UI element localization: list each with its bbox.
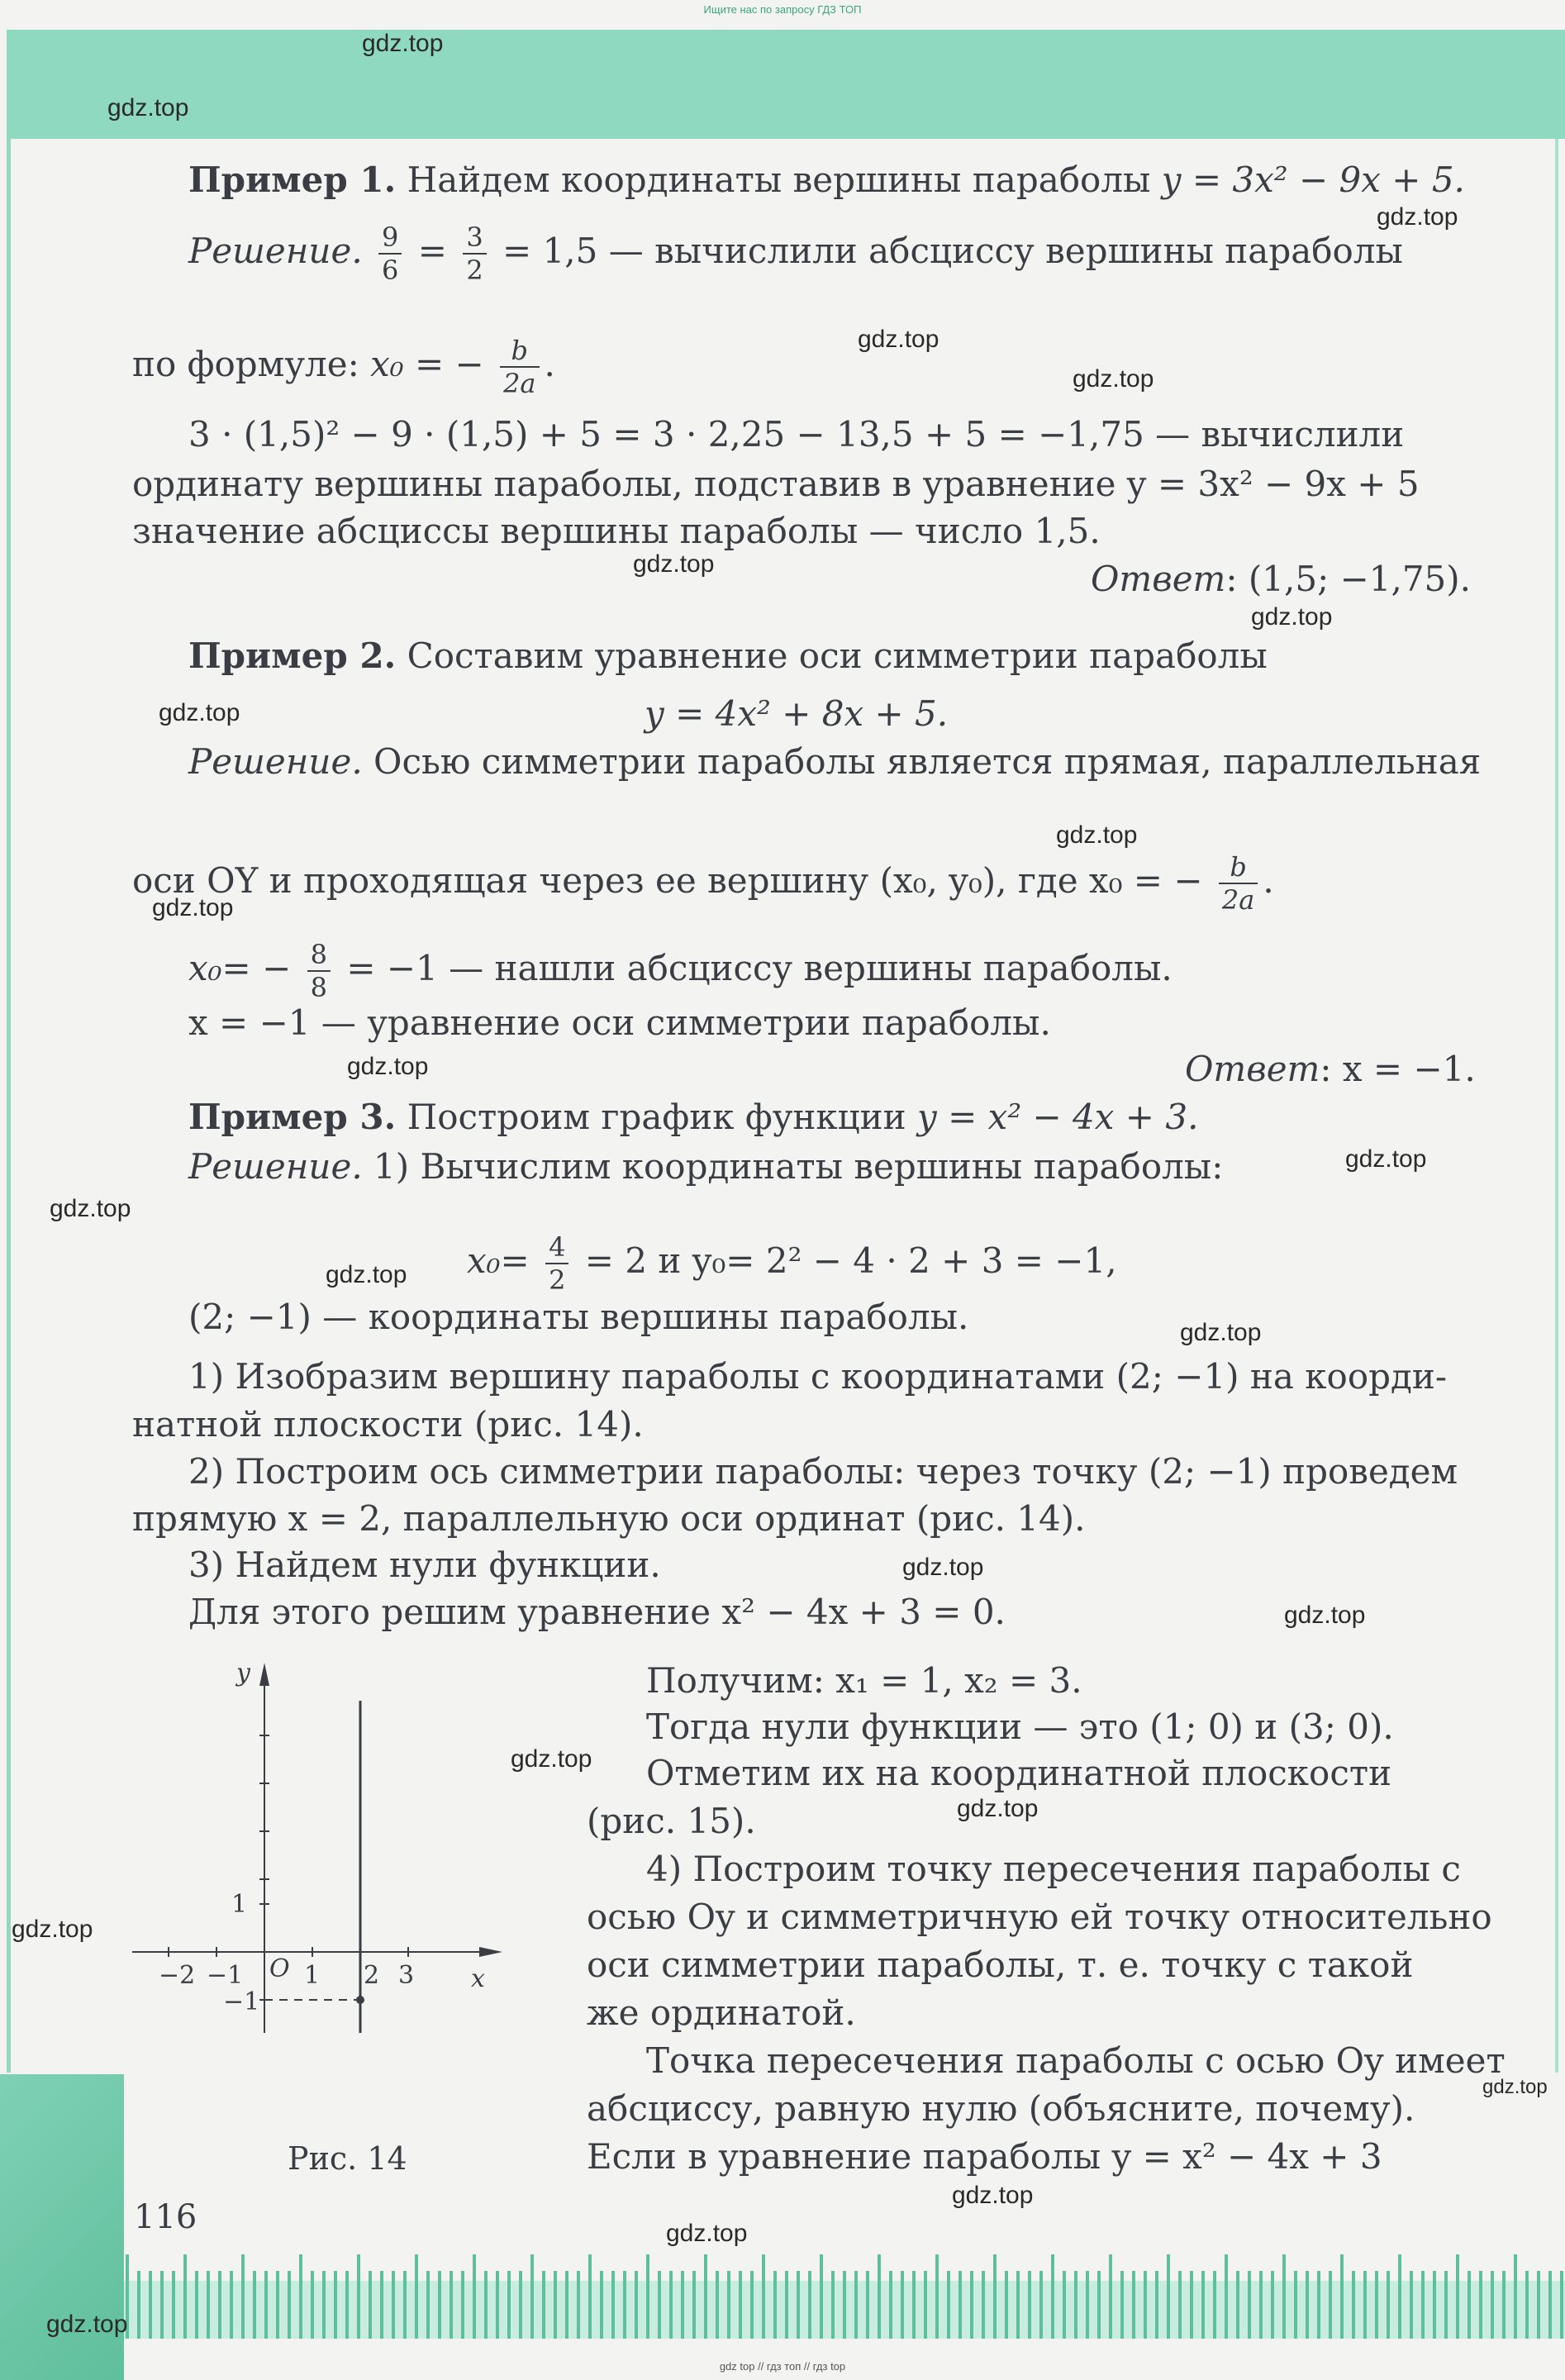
ex2-x0-prefix: x₀= − [188,948,292,988]
ex1-solution-line: Решение. $\frac{9}{6}$ = $\frac{3}{2}$ = 1,5 — вычислили абсциссу вершины параболы [188,221,1403,286]
ex1-label: Пример 1. [188,159,397,200]
ex1-formula-prefix: по формуле: [132,344,371,384]
tick-y-1: 1 [231,1890,248,1919]
ex3-r8: же ординатой. [587,1992,856,2033]
ex3-step2a: 2) Построим ось симметрии параболы: через точку (2; −1) проведем [188,1451,1458,1492]
watermark: gdz.top [511,1745,592,1773]
watermark: gdz.top [46,2311,128,2338]
ex3-step3: 3) Найдем нули функции. [188,1545,661,1585]
watermark: gdz.top [107,94,189,121]
tick-x-3: 3 [398,1961,415,1990]
fraction-3-2: $\frac{3}{2}$ [463,221,486,286]
ex3-r9: Точка пересечения параболы с осью Oy имеет [646,2040,1506,2081]
ex3-step3b: Для этого решим уравнение x² − 4x + 3 = 0. [188,1592,1006,1632]
ex3-solution-line [188,1145,1223,1188]
ex1-formula: y = 3x² − 9x + 5. [1161,159,1465,200]
watermark: gdz.top [1180,1319,1262,1346]
watermark: gdz.top [957,1795,1039,1822]
watermark: gdz.top [1056,821,1138,849]
watermark: gdz.top [1482,2076,1548,2098]
watermark: gdz.top [952,2182,1034,2209]
ex3-label: Пример 3. [188,1097,397,1137]
y-axis-arrow-icon [259,1663,269,1686]
ex1-line-b: ординату вершины параболы, подставив в уравнение y = 3x² − 9x + 5 [132,464,1420,504]
ex3-r10: абсциссу, равную нулю (объясните, почему). [587,2088,1415,2129]
ex3-x0-line [467,1231,1117,1296]
watermark: gdz.top [12,1916,93,1943]
ex2-answer-label: Ответ [1185,1049,1320,1089]
ex2-formula: y = 4x² + 8x + 5. [645,693,949,734]
ex3-title-line [188,1096,1198,1139]
ex1-answer [1091,558,1471,601]
ex1-formula-line: по формуле: x₀ = − $\frac{b}{2a}$ . [132,335,555,399]
ex1-answer-value: : (1,5; −1,75). [1225,559,1472,599]
ex2-line-b: оси OY и проходящая через ее вершину (x₀, y₀), где x₀ = − $\frac{b}{2a}$ . [132,851,1274,916]
fraction-9-6: $\frac{9}{6}$ [378,221,402,286]
fraction-4-2: $\frac{4}{2}$ [545,1231,568,1296]
ex2-x0-line [188,939,1173,1003]
ex2-line-b-text: оси OY и проходящая через ее вершину (x₀, y₀), где x₀ = − [132,860,1203,901]
ex1-answer-label: Ответ [1091,559,1226,599]
frame-left [7,139,11,2073]
watermark: gdz.top [50,1195,131,1222]
watermark: gdz.top [326,1261,407,1288]
ex2-sol-label: Решение. [188,741,363,782]
ex2-sol-text: Осью симметрии параболы является прямая, параллельная [362,741,1482,782]
ex3-step1a: 1) Изобразим вершину параболы с координатами (2; −1) на коорди- [188,1356,1448,1397]
figure-14 [124,1653,521,2041]
tick-y-neg1: −1 [223,1987,260,2016]
ex3-r7: оси симметрии параболы, т. е. точку с такой [587,1944,1414,1985]
vertex-point [356,1996,364,2004]
ex3-sol-text: 1) Вычислим координаты вершины параболы: [362,1146,1224,1187]
tick-x-neg1: −1 [207,1961,244,1990]
ex3-r3: Отметим их на координатной плоскости [646,1753,1392,1793]
ex3-x0-prefix: x₀= [467,1240,541,1281]
top-note: Ищите нас по запросу ГДЗ ТОП [703,3,862,16]
fraction-8-8: $\frac{8}{8}$ [307,939,331,1003]
ex2-text: Составим уравнение оси симметрии параболы [396,635,1268,676]
watermark: gdz.top [902,1554,984,1581]
watermark: gdz.top [858,326,939,353]
watermark: gdz.top [1284,1602,1366,1629]
ex3-r4: (рис. 15). [587,1801,756,1841]
ex2-answer-value: : x = −1. [1320,1049,1476,1089]
ex1-title-line [188,159,1465,202]
page-number: 116 [134,2198,197,2236]
watermark: gdz.top [152,894,234,921]
y-label: y [236,1659,250,1687]
fraction-b-2a: $\frac{b}{2a}$ [500,335,539,399]
ex3-text: Построим график функции [396,1097,918,1137]
frame-right [1555,139,1558,2073]
ex3-vertex-line: (2; −1) — координаты вершины параболы. [188,1297,969,1337]
origin-label: O [269,1954,290,1983]
watermark: gdz.top [159,699,240,726]
ex3-sol-label: Решение. [188,1146,363,1187]
fraction-b-2a-2: $\frac{b}{2a}$ [1219,851,1258,916]
ex2-title-line [188,635,1268,678]
watermark: gdz.top [1345,1145,1427,1173]
tick-x-1: 1 [304,1961,321,1990]
ruler-decoration [124,2248,1565,2339]
ex3-r6: осью Oy и симметричную ей точку относительно [587,1897,1492,1937]
ex1-line-c: значение абсциссы вершины параболы — число 1,5. [132,511,1101,551]
ex3-step2b: прямую x = 2, параллельную оси ординат (рис. 14). [132,1498,1086,1539]
ex3-r2: Тогда нули функции — это (1; 0) и (3; 0). [646,1706,1394,1747]
ex1-sol-label: Решение. [188,231,363,271]
ex2-answer [1185,1048,1476,1091]
ex2-x0-rest: = −1 — нашли абсциссу вершины параболы. [335,948,1173,988]
ex1-x0: x₀ = − [370,344,484,384]
ex1-calc-line: 3 · (1,5)² − 9 · (1,5) + 5 = 3 · 2,25 − 13,5 + 5 = −1,75 — вычислили [188,414,1405,455]
watermark: gdz.top [1377,203,1458,231]
ex3-x0-rest: = 2 и y₀= 2² − 4 · 2 + 3 = −1, [573,1240,1117,1281]
ex2-solution-line [188,740,1481,783]
ex1-text: Найдем координаты вершины параболы [396,159,1162,200]
watermark: gdz.top [666,2220,748,2247]
tick-x-2: 2 [364,1961,380,1990]
watermark: gdz.top [1073,365,1154,393]
watermark: gdz.top [633,550,715,578]
header-band [7,30,1565,139]
ex2-label: Пример 2. [188,635,397,676]
tick-x-neg2: −2 [159,1961,196,1990]
bottom-note: gdz top // гдз топ // гдз top [719,2360,846,2373]
ex3-r11: Если в уравнение параболы y = x² − 4x + 3 [587,2136,1382,2177]
ex3-step1b: натной плоскости (рис. 14). [132,1404,644,1445]
x-label: x [471,1964,485,1993]
watermark: gdz.top [1251,603,1333,631]
ex2-axis-line: x = −1 — уравнение оси симметрии параболы. [188,1002,1051,1043]
ex3-r5: 4) Построим точку пересечения параболы с [646,1849,1461,1889]
ex3-r1: Получим: x₁ = 1, x₂ = 3. [646,1660,1082,1701]
ex1-sol-value: = 1,5 — вычислили абсциссу вершины параболы [502,231,1403,271]
ex3-formula: y = x² − 4x + 3. [917,1097,1199,1137]
figure-caption: Рис. 14 [288,2140,407,2177]
watermark: gdz.top [362,30,444,57]
watermark: gdz.top [347,1053,429,1080]
x-axis-arrow-icon [479,1947,502,1957]
